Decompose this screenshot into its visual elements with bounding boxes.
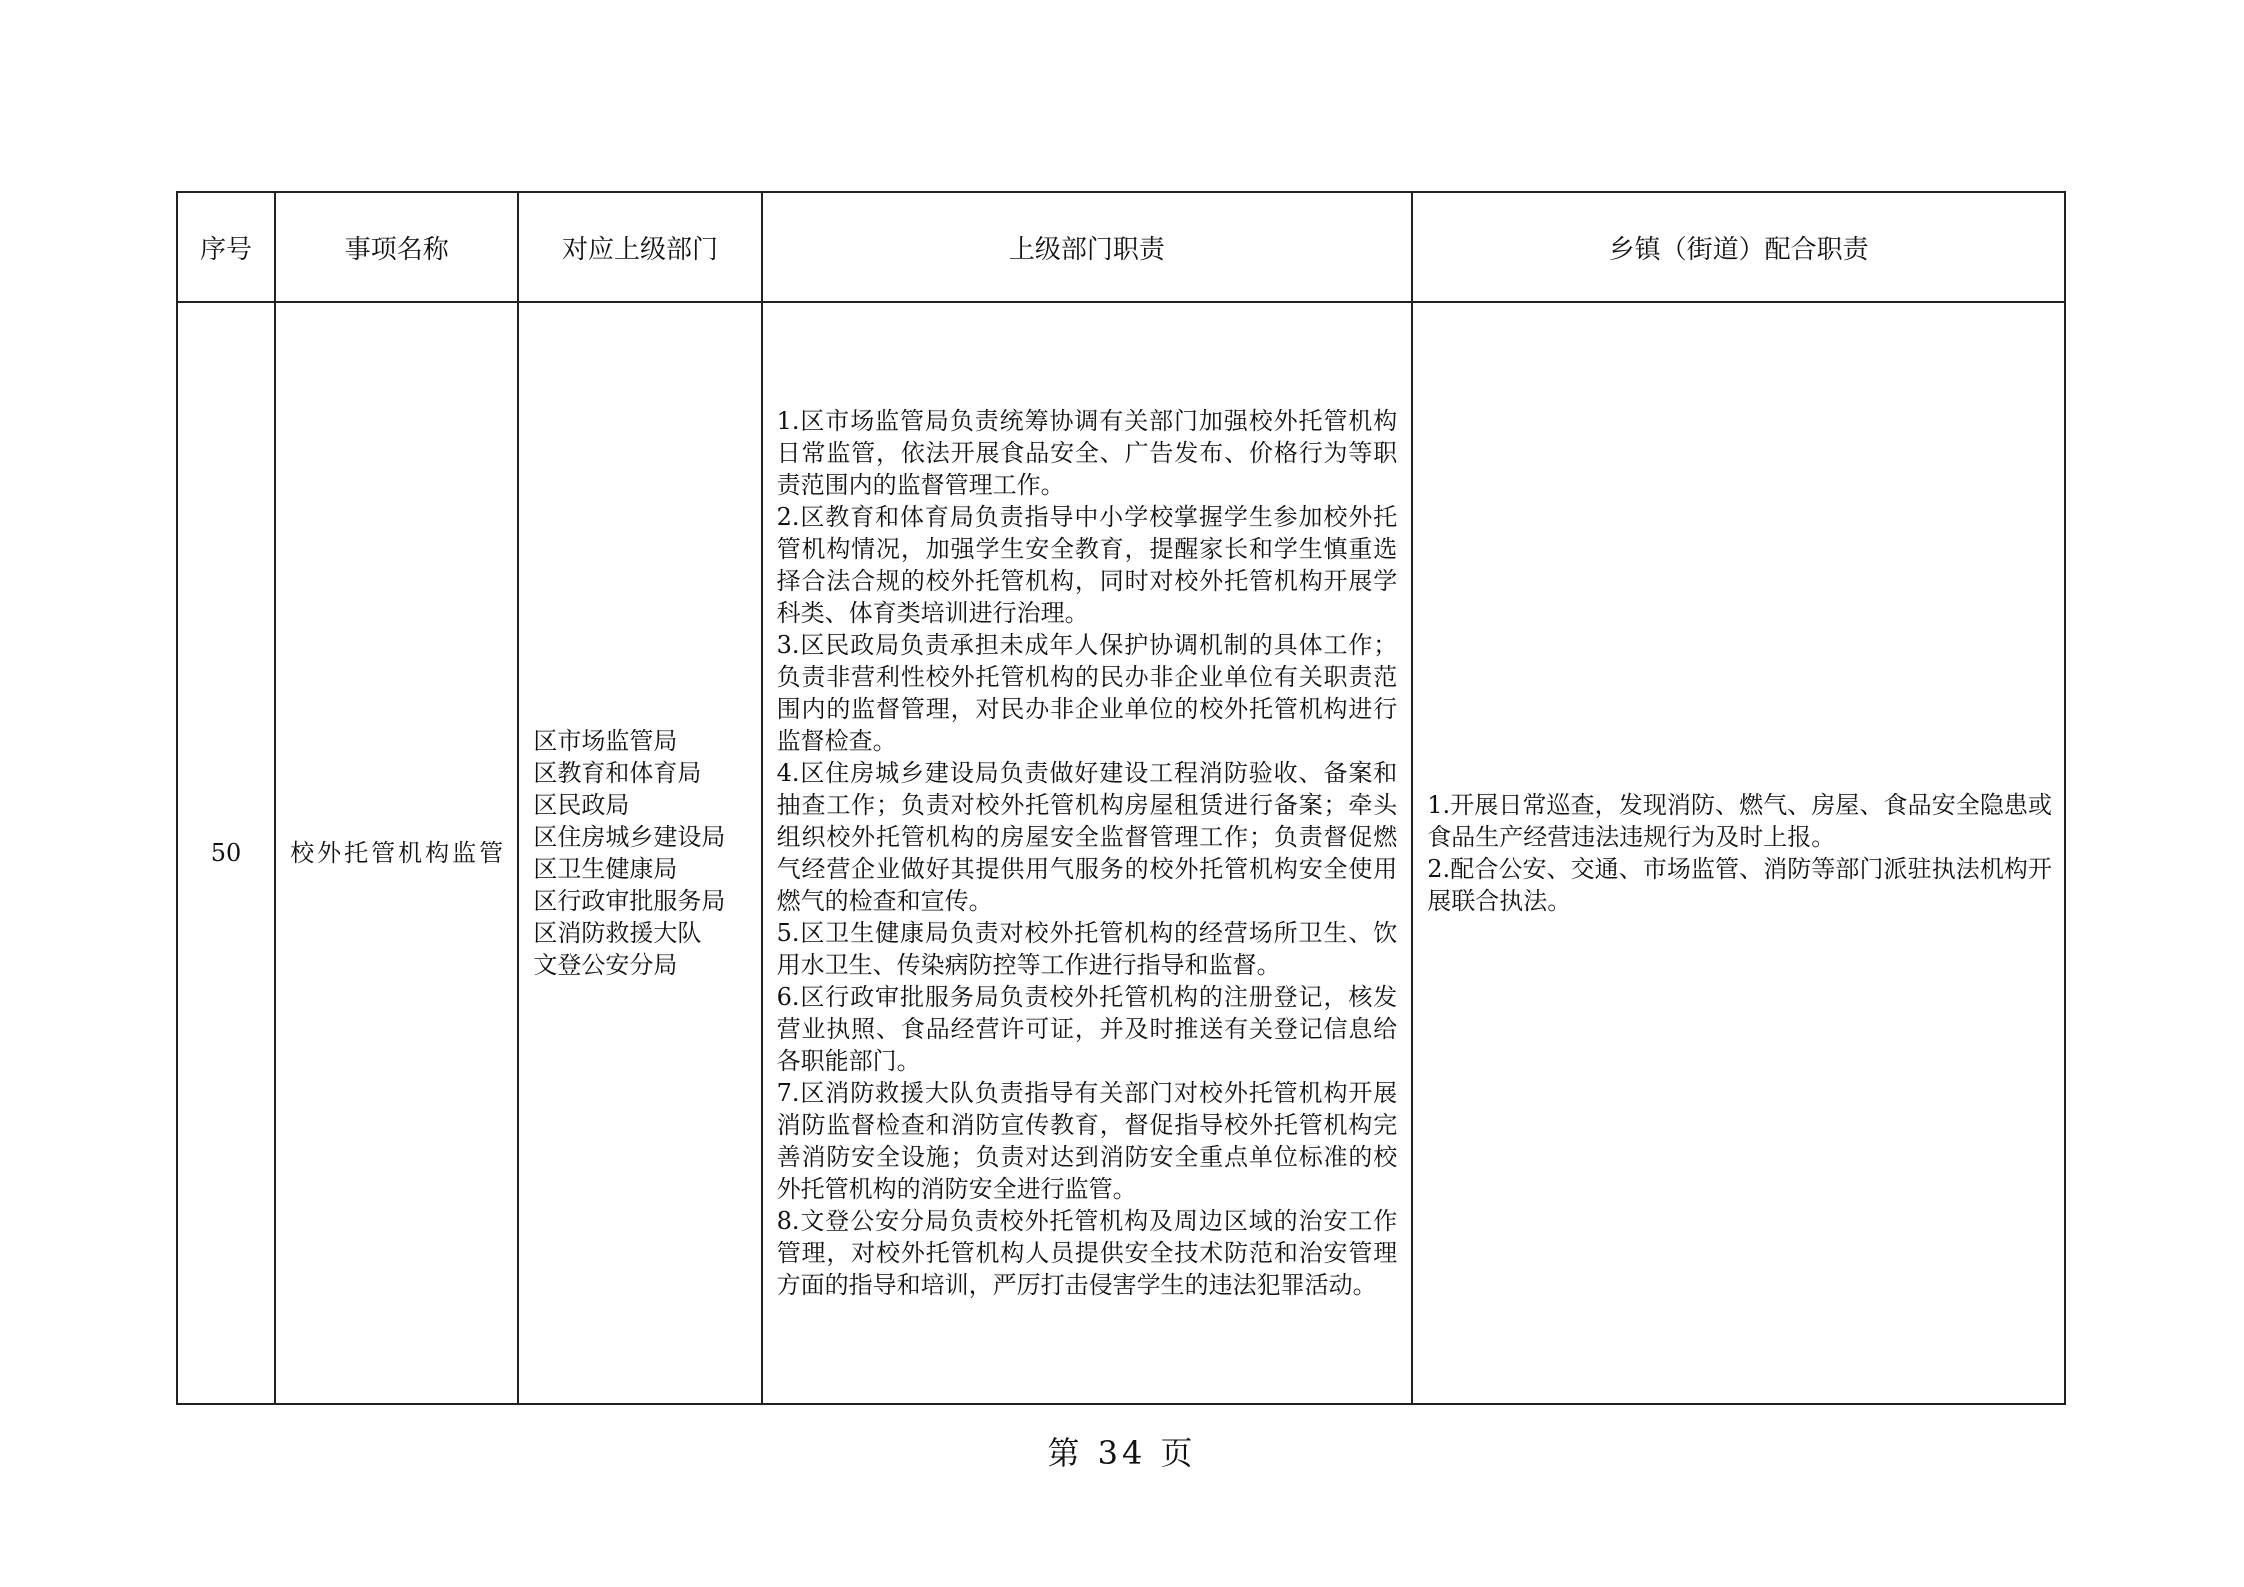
upper-duty-item: 5.区卫生健康局负责对校外托管机构的经营场所卫生、饮用水卫生、传染病防控等工作进行指导和监督。: [776, 919, 1398, 979]
upper-duty-item: 8.文登公安分局负责校外托管机构及周边区域的治安工作管理，对校外托管机构人员提供安全技术防范和治安管理方面的指导和培训，严厉打击侵害学生的违法犯罪活动。: [776, 1207, 1398, 1299]
header-town-duty: 乡镇（街道）配合职责: [1412, 192, 2065, 302]
table-header-row: [177, 192, 2065, 302]
header-seq: 序号: [177, 192, 275, 302]
header-upper-dept: 对应上级部门: [518, 192, 761, 302]
dept-item: 区市场监管局: [533, 727, 678, 755]
dept-item: 区行政审批服务局: [533, 887, 726, 915]
upper-duty-item: 3.区民政局负责承担未成年人保护协调机制的具体工作；负责非营利性校外托管机构的民办非企业单位有关职责范围内的监督管理，对民办非企业单位的校外托管机构进行监督检查。: [776, 631, 1398, 755]
town-duty-item: 1.开展日常巡查，发现消防、燃气、房屋、食品安全隐患或食品生产经营违法违规行为及时上报。: [1427, 791, 2052, 851]
cell-upper-duties: [762, 302, 1413, 1404]
upper-duty-item: 6.区行政审批服务局负责校外托管机构的注册登记，核发营业执照、食品经营许可证，并及时推送有关登记信息给各职能部门。: [776, 983, 1398, 1075]
upper-duty-item: 7.区消防救援大队负责指导有关部门对校外托管机构开展消防监督检查和消防宣传教育，督促指导校外托管机构完善消防安全设施；负责对达到消防安全重点单位标准的校外托管机构的消防安全进行监管。: [776, 1079, 1398, 1203]
upper-duty-item: 1.区市场监管局负责统筹协调有关部门加强校外托管机构日常监管，依法开展食品安全、广告发布、价格行为等职责范围内的监督管理工作。: [776, 407, 1398, 499]
header-item-name: 事项名称: [275, 192, 518, 302]
dept-item: 区住房城乡建设局: [533, 823, 726, 851]
cell-upper-depts: [518, 302, 761, 1404]
dept-item: 区教育和体育局: [533, 759, 702, 787]
dept-item: 区消防救援大队: [533, 919, 702, 947]
table-row: [177, 302, 2065, 1404]
page-number: 第 34 页: [1047, 1434, 1197, 1472]
cell-item-name: 校外托管机构监管: [275, 302, 518, 1404]
dept-item: 文登公安分局: [533, 951, 678, 979]
dept-item: 区卫生健康局: [533, 855, 678, 883]
town-duty-item: 2.配合公安、交通、市场监管、消防等部门派驻执法机构开展联合执法。: [1427, 855, 2052, 915]
duty-table: [176, 191, 2066, 1405]
header-upper-duty: 上级部门职责: [762, 192, 1413, 302]
upper-duty-item: 2.区教育和体育局负责指导中小学校掌握学生参加校外托管机构情况，加强学生安全教育，提醒家长和学生慎重选择合法合规的校外托管机构，同时对校外托管机构开展学科类、体育类培训进行治理。: [776, 503, 1398, 627]
upper-duty-item: 4.区住房城乡建设局负责做好建设工程消防验收、备案和抽查工作；负责对校外托管机构房屋租赁进行备案；牵头组织校外托管机构的房屋安全监督管理工作；负责督促燃气经营企业做好其提供用气服务的校外托管机构安全使用燃气的检查和宣传。: [776, 759, 1398, 915]
dept-item: 区民政局: [533, 791, 630, 819]
cell-town-duties: [1412, 302, 2065, 1404]
cell-seq: 50: [177, 302, 275, 1404]
